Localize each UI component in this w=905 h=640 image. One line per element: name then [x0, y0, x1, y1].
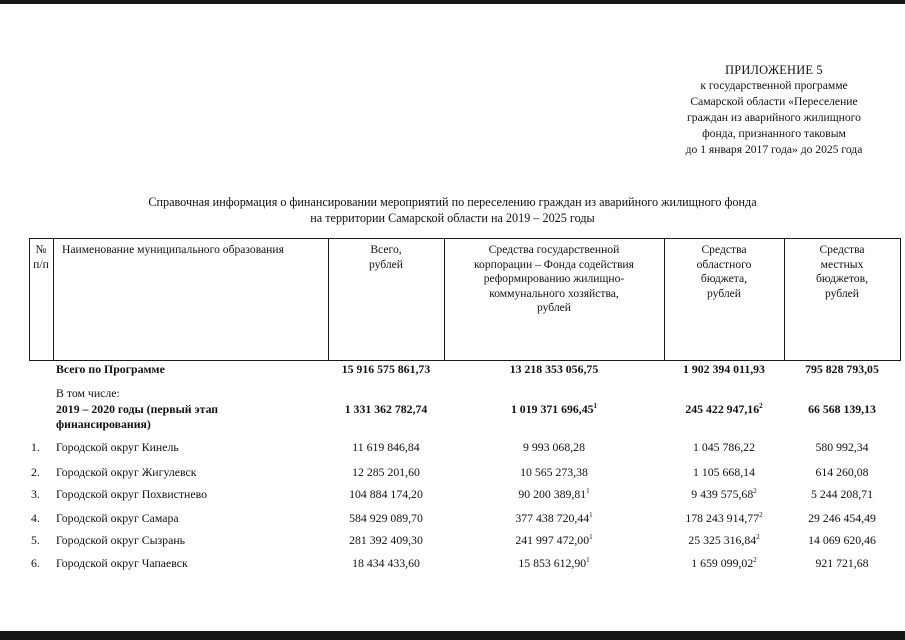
- cell-total: 1 331 362 782,74: [344, 402, 428, 416]
- row-number: 6.: [31, 556, 40, 570]
- cell-regional: 1 105 668,14: [693, 465, 755, 479]
- row-name: Городской округ Самара: [56, 511, 179, 525]
- cell-local: 614 260,08: [815, 465, 869, 479]
- cell-regional: 25 325 316,84$^2$: [688, 533, 760, 547]
- appendix-title: ПРИЛОЖЕНИЕ 5: [725, 63, 823, 77]
- footnote-mark: 1: [589, 533, 593, 542]
- appendix-line: граждан из аварийного жилищного: [687, 111, 861, 124]
- row-name: Городской округ Кинель: [56, 440, 179, 454]
- appendix-block: [600, 62, 905, 158]
- footnote-mark: 1: [593, 402, 598, 411]
- row-number: 4.: [31, 511, 40, 525]
- cell-fund: 9 993 068,28: [523, 440, 585, 454]
- header-total: Всего, рублей: [368, 243, 404, 271]
- appendix-line: фонда, признанного таковым: [702, 127, 846, 140]
- footnote-mark: 2: [753, 556, 757, 565]
- header-local: Средства местных бюджетов, рублей: [816, 243, 868, 300]
- cell-fund: 90 200 389,81$^1$: [518, 487, 590, 501]
- cell-regional: 178 243 914,77$^2$: [685, 511, 763, 525]
- top-border: [0, 0, 905, 4]
- cell-fund: 15 853 612,90$^1$: [518, 556, 590, 570]
- row-label: Всего по Программе: [56, 362, 165, 376]
- cell-total: 584 929 089,70: [349, 511, 423, 525]
- document-title-line: Справочная информация о финансировании мероприятий по переселению граждан из аварийного жилищного фонда: [148, 195, 757, 209]
- header-bottom-line: [29, 360, 901, 361]
- row-name: Городской округ Жигулевск: [56, 465, 197, 479]
- cell-local: 795 828 793,05: [805, 362, 879, 376]
- cell-local: 921 721,68: [815, 556, 869, 570]
- cell-total: 18 434 433,60: [352, 556, 420, 570]
- cell-regional: 1 659 099,02$^2$: [691, 556, 757, 570]
- cell-local: 5 244 208,71: [811, 487, 873, 501]
- row-number: 3.: [31, 487, 40, 501]
- document-title-line: на территории Самарской области на 2019 – 2025 годы: [310, 211, 595, 225]
- cell-regional: 245 422 947,16$^2$: [685, 402, 763, 416]
- cell-total: 104 884 174,20: [349, 487, 423, 501]
- cell-fund: 1 019 371 696,45$^1$: [510, 402, 598, 416]
- appendix-line: к государственной программе: [700, 79, 848, 92]
- cell-local: 14 069 620,46: [808, 533, 876, 547]
- column-divider: [900, 238, 901, 361]
- header-fund: Средства государственной корпорации – Фонда содействия реформированию жилищно- коммунального хозяйства, рублей: [474, 243, 634, 315]
- cell-fund: 13 218 353 056,75: [509, 362, 599, 376]
- row-number: 1.: [31, 440, 40, 454]
- row-label: 2019 – 2020 годы (первый этап: [56, 402, 219, 416]
- row-number: 2.: [31, 465, 40, 479]
- footnote-mark: 2: [759, 402, 763, 411]
- row-name: Городской округ Похвистнево: [56, 487, 207, 501]
- cell-local: 580 992,34: [815, 440, 869, 454]
- appendix-line: Самарской области «Переселение: [690, 95, 858, 108]
- column-divider: [53, 238, 54, 361]
- cell-local: 66 568 139,13: [808, 402, 876, 416]
- cell-total: 15 916 575 861,73: [341, 362, 431, 376]
- row-label: финансирования): [56, 417, 151, 431]
- row-intro: В том числе:: [56, 386, 120, 400]
- cell-fund: 10 565 273,38: [520, 465, 588, 479]
- cell-regional: 1 902 394 011,93: [683, 362, 765, 376]
- cell-total: 12 285 201,60: [352, 465, 420, 479]
- footnote-mark: 1: [586, 487, 590, 496]
- cell-local: 29 246 454,49: [808, 511, 876, 525]
- cell-fund: 241 997 472,00$^1$: [515, 533, 593, 547]
- footnote-mark: 2: [753, 487, 757, 496]
- footnote-mark: 2: [759, 511, 763, 520]
- header-regional: Средства областного бюджета, рублей: [696, 243, 752, 300]
- header-num: № п/п: [33, 243, 49, 271]
- footnote-mark: 1: [586, 556, 590, 565]
- row-number: 5.: [31, 533, 40, 547]
- cell-total: 281 392 409,30: [349, 533, 423, 547]
- row-name: Городской округ Сызрань: [56, 533, 186, 547]
- footnote-mark: 2: [756, 533, 760, 542]
- cell-regional: 9 439 575,68$^2$: [691, 487, 757, 501]
- cell-fund: 377 438 720,44$^1$: [515, 511, 593, 525]
- header-name: Наименование муниципального образования: [62, 243, 284, 256]
- footnote-mark: 1: [589, 511, 593, 520]
- row-name: Городской округ Чапаевск: [56, 556, 188, 570]
- cell-regional: 1 045 786,22: [693, 440, 755, 454]
- bottom-border: [0, 631, 905, 640]
- document-title: [0, 194, 905, 226]
- appendix-line: до 1 января 2017 года» до 2025 года: [685, 143, 863, 156]
- header-top-line: [29, 238, 901, 239]
- cell-total: 11 619 846,84: [352, 440, 420, 454]
